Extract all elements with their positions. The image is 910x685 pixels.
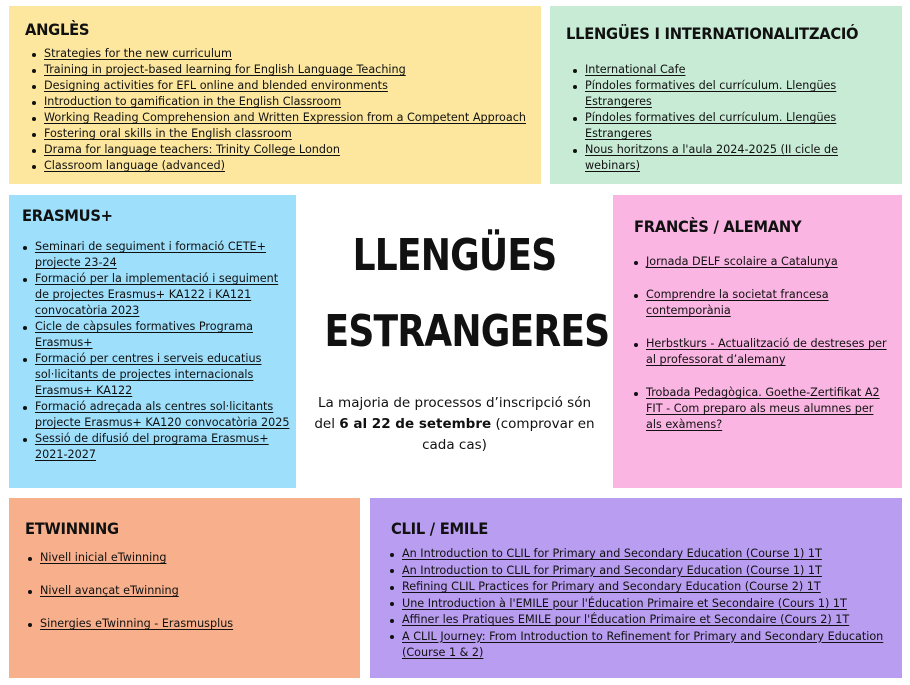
list-item xyxy=(26,550,346,566)
clil-emile-course-list xyxy=(388,546,893,662)
course-link[interactable]: Une Introduction à l'EMILE pour l'Éducation Primaire et Secondaire (Cours 1) 1T xyxy=(402,596,847,610)
list-item xyxy=(30,158,535,174)
registration-note-text: La majoria de processos d’inscripció són del xyxy=(314,395,592,432)
etwinning-panel xyxy=(9,498,360,678)
list-item xyxy=(30,126,535,142)
course-link[interactable]: Cicle de càpsules formatives Programa Erasmus+ xyxy=(35,320,253,349)
course-link[interactable]: An Introduction to CLIL for Primary and Secondary Education (Course 1) 1T xyxy=(402,547,822,560)
list-item xyxy=(26,616,346,632)
course-link[interactable]: Píndoles formatives del currículum. Llengües Estrangeres xyxy=(585,111,837,140)
course-link[interactable]: Affiner les Pratiques EMILE pour l'Éducation Primaire et Secondaire (Cours 2) 1T xyxy=(402,613,850,626)
course-link[interactable]: Formació per centres i serveis educatius sol·licitants de projectes internacionals Erasmus+ KA122 xyxy=(35,352,262,397)
course-link[interactable]: Nivell avançat eTwinning xyxy=(40,584,179,597)
list-item xyxy=(30,78,535,94)
internationalization-heading: LLENGÜES I INTERNATIONALITZACIÓ xyxy=(566,24,859,43)
course-link[interactable]: Nivell inicial eTwinning xyxy=(40,551,167,564)
registration-dates: 6 al 22 de setembre xyxy=(339,416,492,432)
list-item xyxy=(30,62,535,78)
course-link[interactable]: An Introduction to CLIL for Primary and Secondary Education (Course 1) 1T xyxy=(402,563,822,577)
list-item xyxy=(21,239,293,271)
course-link[interactable]: Working Reading Comprehension and Written Expression from a Competent Approach xyxy=(44,111,526,124)
registration-note-suffix: (comprovar en cada cas) xyxy=(422,416,595,453)
list-item xyxy=(388,563,893,580)
list-item xyxy=(571,110,891,142)
list-item xyxy=(571,62,891,78)
list-item xyxy=(30,46,535,62)
course-link[interactable]: Sinergies eTwinning - Erasmusplus xyxy=(40,617,234,630)
main-title-line-2: ESTRANGERES xyxy=(324,306,610,357)
list-item xyxy=(21,431,293,463)
course-link[interactable]: Herbstkurs - Actualització de destreses per al professorat d’alemany xyxy=(646,337,887,366)
course-link[interactable]: Classroom language (advanced) xyxy=(44,159,225,172)
center-title-block xyxy=(296,195,613,488)
list-item xyxy=(632,336,892,368)
french-german-panel xyxy=(613,195,902,488)
list-item xyxy=(388,579,893,596)
course-link[interactable]: Fostering oral skills in the English classroom xyxy=(44,127,292,140)
list-item xyxy=(571,142,891,174)
course-link[interactable]: Comprendre la societat francesa contemporània xyxy=(646,288,829,317)
etwinning-heading: ETWINNING xyxy=(25,519,119,538)
list-item xyxy=(388,546,893,563)
course-link[interactable]: Formació adreçada als centres sol·licitants projecte Erasmus+ KA120 convocatòria 2025 xyxy=(35,400,290,429)
internationalization-course-list xyxy=(571,62,891,174)
course-link[interactable]: Introduction to gamification in the English Classroom xyxy=(44,95,342,108)
registration-note xyxy=(306,393,603,456)
course-link[interactable]: Strategies for the new curriculum xyxy=(44,47,232,60)
erasmus-course-list xyxy=(21,239,293,463)
french-german-heading: FRANCÈS / ALEMANY xyxy=(634,217,802,236)
french-german-course-list xyxy=(632,254,892,450)
list-item xyxy=(30,110,535,126)
angles-course-list xyxy=(30,46,535,174)
internationalization-panel xyxy=(550,6,902,184)
list-item xyxy=(21,351,293,399)
list-item xyxy=(388,629,893,662)
clil-emile-panel xyxy=(370,498,902,678)
course-link[interactable]: Drama for language teachers: Trinity College London xyxy=(44,143,340,156)
erasmus-heading: ERASMUS+ xyxy=(22,206,113,225)
course-link[interactable]: Formació per la implementació i seguiment de projectes Erasmus+ KA122 i KA121 convocatòria 2023 xyxy=(35,272,279,317)
erasmus-panel xyxy=(9,195,296,488)
course-link[interactable]: Jornada DELF scolaire a Catalunya xyxy=(646,255,838,268)
course-link[interactable]: Refining CLIL Practices for Primary and Secondary Education (Course 2) 1T xyxy=(402,580,821,593)
angles-heading: ANGLÈS xyxy=(25,20,90,39)
list-item xyxy=(388,612,893,629)
course-link[interactable]: A CLIL Journey: From Introduction to Refinement for Primary and Secondary Education (Course 1 & 2) xyxy=(402,629,884,659)
list-item xyxy=(30,142,535,158)
course-link[interactable]: Sessió de difusió del programa Erasmus+ 2021-2027 xyxy=(35,432,269,461)
list-item xyxy=(21,319,293,351)
course-link[interactable]: Designing activities for EFL online and blended environments xyxy=(44,79,388,92)
course-link[interactable]: Píndoles formatives del currículum. Llengües Estrangeres xyxy=(585,79,837,108)
main-title-line-1: LLENGÜES xyxy=(352,230,557,281)
list-item xyxy=(571,78,891,110)
list-item xyxy=(632,385,892,433)
course-link[interactable]: Trobada Pedagògica. Goethe-Zertifikat A2 FIT - Com preparo als meus alumnes per als exàmens? xyxy=(646,386,880,431)
list-item xyxy=(632,254,892,270)
list-item xyxy=(21,399,293,431)
angles-panel xyxy=(9,6,541,184)
clil-emile-heading: CLIL / EMILE xyxy=(391,519,488,538)
course-link[interactable]: Training in project-based learning for English Language Teaching xyxy=(44,63,406,76)
course-link[interactable]: Nous horitzons a l'aula 2024-2025 (II cicle de webinars) xyxy=(585,143,838,172)
course-link[interactable]: Seminari de seguiment i formació CETE+ projecte 23-24 xyxy=(35,240,266,269)
list-item xyxy=(632,287,892,319)
course-link[interactable]: International Cafe xyxy=(585,63,686,76)
list-item xyxy=(21,271,293,319)
list-item xyxy=(30,94,535,110)
list-item xyxy=(26,583,346,599)
etwinning-course-list xyxy=(26,550,346,649)
list-item xyxy=(388,596,893,613)
